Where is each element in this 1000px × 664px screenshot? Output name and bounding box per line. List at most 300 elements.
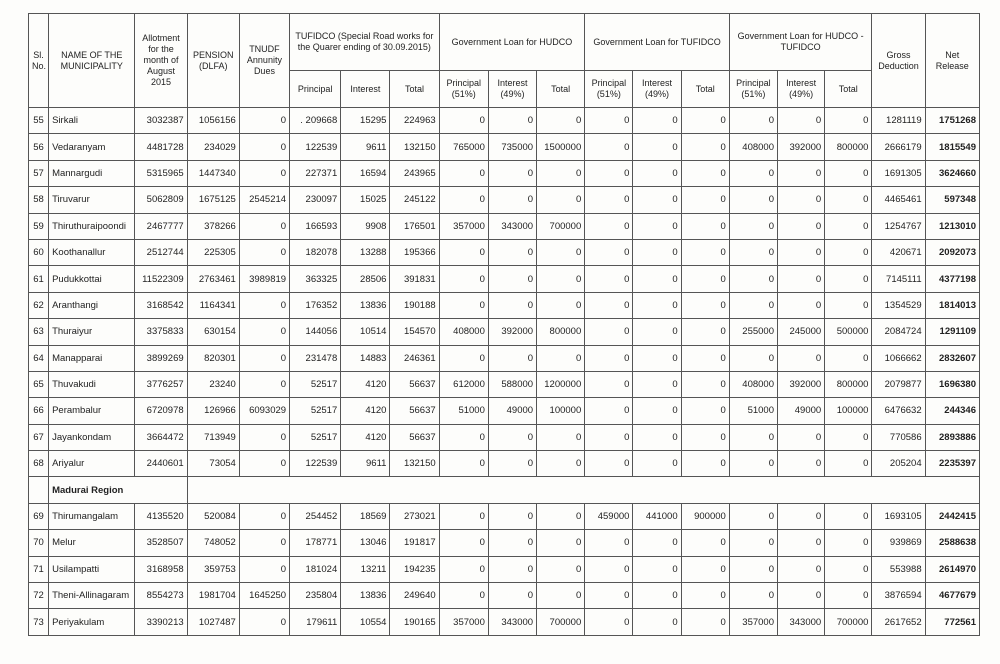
cell-net-release: 2893886 [925, 424, 979, 450]
cell-hudco-interest: 735000 [488, 134, 536, 160]
cell-tufidco-interest: 4120 [341, 398, 390, 424]
cell-sl-no: 62 [29, 292, 49, 318]
cell-gtufidco-principal: 0 [585, 530, 633, 556]
cell-pension: 126966 [187, 398, 239, 424]
cell-gtufidco-interest: 0 [633, 451, 681, 477]
cell-ht-principal: 408000 [729, 371, 777, 397]
cell-municipality-name: Theni-Allinagaram [49, 583, 135, 609]
cell-pension: 1675125 [187, 187, 239, 213]
cell-tnudf: 0 [239, 556, 289, 582]
subheader-tufidco-interest: Interest [341, 71, 390, 108]
cell-sl-no: 64 [29, 345, 49, 371]
cell-gtufidco-principal: 0 [585, 319, 633, 345]
cell-tufidco-interest: 9611 [341, 134, 390, 160]
cell-sl-no: 67 [29, 424, 49, 450]
cell-net-release: 1815549 [925, 134, 979, 160]
cell-ht-interest: 0 [777, 424, 824, 450]
cell-gtufidco-interest: 0 [633, 266, 681, 292]
cell-hudco-interest: 343000 [488, 609, 536, 635]
cell-tufidco-total: 249640 [390, 583, 439, 609]
cell-tufidco-principal: 178771 [290, 530, 341, 556]
cell-tufidco-interest: 13836 [341, 583, 390, 609]
cell-gtufidco-total: 0 [681, 187, 729, 213]
cell-ht-interest: 0 [777, 503, 824, 529]
cell-hudco-principal: 0 [439, 345, 488, 371]
cell-tufidco-interest: 9908 [341, 213, 390, 239]
cell-hudco-total: 0 [537, 160, 585, 186]
cell-pension: 2763461 [187, 266, 239, 292]
cell-municipality-name: Thirumangalam [49, 503, 135, 529]
cell-allotment: 3032387 [135, 108, 187, 134]
cell-ht-interest: 0 [777, 213, 824, 239]
cell-ht-total: 0 [825, 160, 872, 186]
cell-hudco-principal: 0 [439, 187, 488, 213]
cell-gross-deduction: 2666179 [872, 134, 925, 160]
cell-tufidco-principal: 181024 [290, 556, 341, 582]
cell-tnudf: 0 [239, 345, 289, 371]
cell-tufidco-interest: 13288 [341, 239, 390, 265]
cell-hudco-total: 0 [537, 187, 585, 213]
header-gross-deduction: Gross Deduction [872, 14, 925, 108]
cell-ht-principal: 0 [729, 187, 777, 213]
cell-tufidco-total: 56637 [390, 371, 439, 397]
cell-gross-deduction: 770586 [872, 424, 925, 450]
table-row [29, 451, 980, 477]
cell-gtufidco-interest: 0 [633, 609, 681, 635]
table-row [29, 609, 980, 635]
cell-net-release: 1291109 [925, 319, 979, 345]
cell-tufidco-interest: 4120 [341, 371, 390, 397]
cell-tufidco-principal: 166593 [290, 213, 341, 239]
table-body-region-a [29, 108, 980, 477]
cell-net-release: 1696380 [925, 371, 979, 397]
cell-net-release: 244346 [925, 398, 979, 424]
cell-allotment: 3390213 [135, 609, 187, 635]
cell-hudco-principal: 612000 [439, 371, 488, 397]
cell-hudco-principal: 0 [439, 451, 488, 477]
cell-gross-deduction: 3876594 [872, 583, 925, 609]
cell-gtufidco-interest: 0 [633, 319, 681, 345]
cell-sl-no: 73 [29, 609, 49, 635]
cell-gtufidco-principal: 0 [585, 160, 633, 186]
cell-pension: 630154 [187, 319, 239, 345]
cell-gross-deduction: 7145111 [872, 266, 925, 292]
cell-ht-total: 0 [825, 187, 872, 213]
cell-pension: 520084 [187, 503, 239, 529]
cell-hudco-principal: 0 [439, 239, 488, 265]
cell-ht-principal: 0 [729, 530, 777, 556]
cell-hudco-total: 0 [537, 451, 585, 477]
cell-gtufidco-principal: 0 [585, 292, 633, 318]
cell-hudco-total: 700000 [537, 213, 585, 239]
cell-gtufidco-total: 0 [681, 530, 729, 556]
cell-pension: 1164341 [187, 292, 239, 318]
header-gov-loan-tufidco: Government Loan for TUFIDCO [585, 14, 730, 71]
cell-ht-interest: 343000 [777, 609, 824, 635]
cell-sl-no: 58 [29, 187, 49, 213]
cell-sl-no: 71 [29, 556, 49, 582]
table-row [29, 213, 980, 239]
cell-net-release: 597348 [925, 187, 979, 213]
cell-ht-principal: 0 [729, 292, 777, 318]
cell-ht-total: 500000 [825, 319, 872, 345]
cell-ht-interest: 0 [777, 160, 824, 186]
cell-hudco-total: 100000 [537, 398, 585, 424]
cell-tnudf: 0 [239, 530, 289, 556]
cell-tufidco-interest: 18569 [341, 503, 390, 529]
cell-allotment: 3664472 [135, 424, 187, 450]
cell-ht-principal: 0 [729, 345, 777, 371]
subheader-ht-interest: Interest (49%) [777, 71, 824, 108]
cell-ht-principal: 0 [729, 160, 777, 186]
cell-gtufidco-total: 0 [681, 583, 729, 609]
cell-hudco-principal: 0 [439, 292, 488, 318]
cell-hudco-principal: 0 [439, 160, 488, 186]
header-pension: PENSION (DLFA) [187, 14, 239, 108]
cell-net-release: 1751268 [925, 108, 979, 134]
cell-municipality-name: Thuraiyur [49, 319, 135, 345]
cell-allotment: 2512744 [135, 239, 187, 265]
cell-net-release: 772561 [925, 609, 979, 635]
cell-tufidco-interest: 13211 [341, 556, 390, 582]
cell-hudco-total: 700000 [537, 609, 585, 635]
cell-gross-deduction: 939869 [872, 530, 925, 556]
subheader-hudco-total: Total [537, 71, 585, 108]
cell-tnudf: 0 [239, 503, 289, 529]
cell-hudco-principal: 0 [439, 556, 488, 582]
cell-net-release: 2442415 [925, 503, 979, 529]
cell-tnudf: 0 [239, 371, 289, 397]
cell-municipality-name: Thiruthuraipoondi [49, 213, 135, 239]
cell-gross-deduction: 2084724 [872, 319, 925, 345]
cell-tufidco-principal: 179611 [290, 609, 341, 635]
cell-hudco-interest: 0 [488, 345, 536, 371]
cell-sl-no: 69 [29, 503, 49, 529]
cell-municipality-name: Perambalur [49, 398, 135, 424]
cell-gtufidco-principal: 0 [585, 424, 633, 450]
cell-tnudf: 0 [239, 451, 289, 477]
cell-hudco-principal: 0 [439, 108, 488, 134]
cell-gtufidco-interest: 0 [633, 239, 681, 265]
subheader-gtufidco-principal: Principal (51%) [585, 71, 633, 108]
cell-net-release: 1213010 [925, 213, 979, 239]
cell-gross-deduction: 6476632 [872, 398, 925, 424]
cell-tufidco-principal: 52517 [290, 424, 341, 450]
cell-allotment: 3168958 [135, 556, 187, 582]
cell-gtufidco-principal: 0 [585, 609, 633, 635]
cell-gross-deduction: 2079877 [872, 371, 925, 397]
cell-gtufidco-interest: 0 [633, 345, 681, 371]
region-sl-cell [29, 477, 49, 503]
cell-ht-principal: 51000 [729, 398, 777, 424]
cell-tnudf: 6093029 [239, 398, 289, 424]
cell-hudco-total: 0 [537, 556, 585, 582]
cell-tnudf: 3989819 [239, 266, 289, 292]
cell-pension: 73054 [187, 451, 239, 477]
cell-municipality-name: Mannargudi [49, 160, 135, 186]
cell-allotment: 4135520 [135, 503, 187, 529]
cell-sl-no: 57 [29, 160, 49, 186]
header-municipality-name: NAME OF THE MUNICIPALITY [49, 14, 135, 108]
cell-sl-no: 60 [29, 239, 49, 265]
cell-gtufidco-principal: 0 [585, 451, 633, 477]
subheader-ht-total: Total [825, 71, 872, 108]
table-row [29, 371, 980, 397]
cell-municipality-name: Thuvakudi [49, 371, 135, 397]
cell-pension: 225305 [187, 239, 239, 265]
cell-ht-total: 0 [825, 345, 872, 371]
header-allotment: Allotment for the month of August 2015 [135, 14, 187, 108]
cell-ht-interest: 0 [777, 530, 824, 556]
cell-gtufidco-principal: 0 [585, 371, 633, 397]
cell-hudco-total: 0 [537, 239, 585, 265]
cell-tnudf: 0 [239, 424, 289, 450]
cell-tnudf: 0 [239, 134, 289, 160]
cell-gtufidco-principal: 0 [585, 583, 633, 609]
table-row [29, 583, 980, 609]
cell-hudco-principal: 51000 [439, 398, 488, 424]
cell-gtufidco-interest: 0 [633, 160, 681, 186]
cell-hudco-total: 1200000 [537, 371, 585, 397]
cell-allotment: 3899269 [135, 345, 187, 371]
table-row [29, 345, 980, 371]
subheader-hudco-principal: Principal (51%) [439, 71, 488, 108]
cell-ht-total: 0 [825, 583, 872, 609]
cell-pension: 1447340 [187, 160, 239, 186]
cell-allotment: 3776257 [135, 371, 187, 397]
cell-tufidco-total: 243965 [390, 160, 439, 186]
table-row [29, 266, 980, 292]
cell-municipality-name: Periyakulam [49, 609, 135, 635]
cell-hudco-principal: 0 [439, 503, 488, 529]
cell-municipality-name: Sirkali [49, 108, 135, 134]
header-gov-loan-hudco: Government Loan for HUDCO [439, 14, 585, 71]
cell-ht-principal: 0 [729, 583, 777, 609]
cell-gtufidco-total: 0 [681, 160, 729, 186]
cell-hudco-principal: 0 [439, 583, 488, 609]
cell-ht-total: 100000 [825, 398, 872, 424]
cell-hudco-interest: 0 [488, 108, 536, 134]
cell-pension: 1027487 [187, 609, 239, 635]
cell-municipality-name: Pudukkottai [49, 266, 135, 292]
cell-ht-total: 0 [825, 239, 872, 265]
region-label: Madurai Region [49, 477, 188, 503]
cell-gtufidco-interest: 0 [633, 292, 681, 318]
cell-allotment: 5062809 [135, 187, 187, 213]
cell-ht-total: 0 [825, 266, 872, 292]
cell-gtufidco-principal: 0 [585, 556, 633, 582]
cell-ht-total: 0 [825, 530, 872, 556]
cell-ht-interest: 0 [777, 239, 824, 265]
cell-tufidco-interest: 9611 [341, 451, 390, 477]
cell-gtufidco-interest: 0 [633, 213, 681, 239]
subheader-tufidco-total: Total [390, 71, 439, 108]
cell-net-release: 2614970 [925, 556, 979, 582]
cell-allotment: 6720978 [135, 398, 187, 424]
cell-gtufidco-total: 0 [681, 345, 729, 371]
cell-gtufidco-interest: 0 [633, 187, 681, 213]
cell-tufidco-total: 56637 [390, 424, 439, 450]
cell-allotment: 3375833 [135, 319, 187, 345]
cell-hudco-total: 0 [537, 108, 585, 134]
cell-hudco-interest: 0 [488, 503, 536, 529]
cell-sl-no: 68 [29, 451, 49, 477]
cell-municipality-name: Tiruvarur [49, 187, 135, 213]
cell-ht-total: 0 [825, 556, 872, 582]
cell-gtufidco-principal: 0 [585, 345, 633, 371]
header-net-release: Net Release [925, 14, 979, 108]
cell-hudco-interest: 0 [488, 266, 536, 292]
cell-net-release: 4677679 [925, 583, 979, 609]
cell-gtufidco-total: 0 [681, 134, 729, 160]
cell-net-release: 2092073 [925, 239, 979, 265]
cell-sl-no: 55 [29, 108, 49, 134]
cell-gross-deduction: 2617652 [872, 609, 925, 635]
cell-hudco-interest: 0 [488, 187, 536, 213]
cell-gtufidco-total: 0 [681, 398, 729, 424]
cell-gtufidco-interest: 0 [633, 108, 681, 134]
cell-ht-interest: 0 [777, 556, 824, 582]
cell-net-release: 3624660 [925, 160, 979, 186]
cell-ht-principal: 0 [729, 213, 777, 239]
cell-gtufidco-interest: 0 [633, 530, 681, 556]
cell-pension: 713949 [187, 424, 239, 450]
cell-pension: 23240 [187, 371, 239, 397]
cell-tufidco-principal: 230097 [290, 187, 341, 213]
cell-ht-interest: 0 [777, 187, 824, 213]
cell-gtufidco-principal: 459000 [585, 503, 633, 529]
cell-tufidco-total: 190165 [390, 609, 439, 635]
cell-gtufidco-total: 900000 [681, 503, 729, 529]
cell-hudco-principal: 0 [439, 424, 488, 450]
cell-hudco-interest: 0 [488, 239, 536, 265]
cell-tufidco-principal: 231478 [290, 345, 341, 371]
cell-gtufidco-total: 0 [681, 556, 729, 582]
cell-hudco-interest: 588000 [488, 371, 536, 397]
cell-pension: 234029 [187, 134, 239, 160]
cell-gtufidco-principal: 0 [585, 266, 633, 292]
cell-allotment: 2440601 [135, 451, 187, 477]
subheader-tufidco-principal: Principal [290, 71, 341, 108]
cell-tufidco-interest: 4120 [341, 424, 390, 450]
cell-pension: 1056156 [187, 108, 239, 134]
cell-tufidco-interest: 16594 [341, 160, 390, 186]
cell-gtufidco-total: 0 [681, 609, 729, 635]
cell-allotment: 11522309 [135, 266, 187, 292]
cell-municipality-name: Aranthangi [49, 292, 135, 318]
cell-hudco-total: 0 [537, 424, 585, 450]
cell-hudco-total: 0 [537, 266, 585, 292]
cell-tufidco-total: 273021 [390, 503, 439, 529]
cell-ht-total: 0 [825, 292, 872, 318]
cell-tufidco-total: 190188 [390, 292, 439, 318]
cell-gtufidco-principal: 0 [585, 187, 633, 213]
table-row [29, 503, 980, 529]
municipality-allotment-table [28, 13, 980, 636]
cell-ht-principal: 0 [729, 108, 777, 134]
header-gov-loan-hudco-tufidco: Government Loan for HUDCO - TUFIDCO [729, 14, 872, 71]
cell-ht-interest: 0 [777, 266, 824, 292]
cell-tufidco-principal: 176352 [290, 292, 341, 318]
header-sl-no: Sl. No. [29, 14, 49, 108]
cell-tufidco-principal: 122539 [290, 451, 341, 477]
cell-municipality-name: Jayankondam [49, 424, 135, 450]
cell-tufidco-interest: 10514 [341, 319, 390, 345]
cell-tufidco-principal: 254452 [290, 503, 341, 529]
cell-tufidco-interest: 15025 [341, 187, 390, 213]
cell-gtufidco-total: 0 [681, 292, 729, 318]
table-row [29, 292, 980, 318]
cell-gtufidco-interest: 0 [633, 556, 681, 582]
cell-net-release: 2588638 [925, 530, 979, 556]
cell-gross-deduction: 4465461 [872, 187, 925, 213]
cell-gtufidco-total: 0 [681, 451, 729, 477]
subheader-gtufidco-total: Total [681, 71, 729, 108]
cell-tufidco-principal: 52517 [290, 371, 341, 397]
cell-tnudf: 0 [239, 609, 289, 635]
cell-gtufidco-total: 0 [681, 371, 729, 397]
cell-ht-interest: 0 [777, 583, 824, 609]
cell-ht-total: 0 [825, 451, 872, 477]
cell-tufidco-principal: 235804 [290, 583, 341, 609]
cell-tnudf: 0 [239, 239, 289, 265]
cell-hudco-interest: 0 [488, 424, 536, 450]
cell-tufidco-total: 194235 [390, 556, 439, 582]
cell-tufidco-principal: 363325 [290, 266, 341, 292]
subheader-hudco-interest: Interest (49%) [488, 71, 536, 108]
cell-sl-no: 61 [29, 266, 49, 292]
cell-gross-deduction: 1281119 [872, 108, 925, 134]
cell-municipality-name: Manapparai [49, 345, 135, 371]
subheader-ht-principal: Principal (51%) [729, 71, 777, 108]
cell-tufidco-principal: . 209668 [290, 108, 341, 134]
cell-hudco-total: 0 [537, 583, 585, 609]
cell-gross-deduction: 553988 [872, 556, 925, 582]
cell-tufidco-total: 132150 [390, 134, 439, 160]
cell-gtufidco-interest: 0 [633, 398, 681, 424]
cell-tufidco-total: 224963 [390, 108, 439, 134]
table-body-region-b [29, 503, 980, 635]
cell-gross-deduction: 420671 [872, 239, 925, 265]
cell-tnudf: 0 [239, 160, 289, 186]
cell-hudco-interest: 0 [488, 160, 536, 186]
cell-tufidco-principal: 227371 [290, 160, 341, 186]
cell-municipality-name: Usilampatti [49, 556, 135, 582]
cell-tnudf: 0 [239, 319, 289, 345]
cell-hudco-interest: 49000 [488, 398, 536, 424]
cell-ht-principal: 0 [729, 556, 777, 582]
cell-tufidco-interest: 14883 [341, 345, 390, 371]
cell-hudco-interest: 0 [488, 556, 536, 582]
cell-ht-principal: 255000 [729, 319, 777, 345]
cell-ht-principal: 0 [729, 424, 777, 450]
cell-allotment: 3528507 [135, 530, 187, 556]
cell-gtufidco-total: 0 [681, 319, 729, 345]
cell-municipality-name: Koothanallur [49, 239, 135, 265]
table-row [29, 134, 980, 160]
cell-allotment: 2467777 [135, 213, 187, 239]
cell-ht-principal: 0 [729, 266, 777, 292]
table-row [29, 424, 980, 450]
cell-hudco-interest: 343000 [488, 213, 536, 239]
cell-net-release: 1814013 [925, 292, 979, 318]
cell-hudco-total: 1500000 [537, 134, 585, 160]
cell-ht-interest: 392000 [777, 371, 824, 397]
cell-allotment: 5315965 [135, 160, 187, 186]
cell-ht-interest: 0 [777, 108, 824, 134]
cell-tufidco-interest: 28506 [341, 266, 390, 292]
cell-sl-no: 63 [29, 319, 49, 345]
